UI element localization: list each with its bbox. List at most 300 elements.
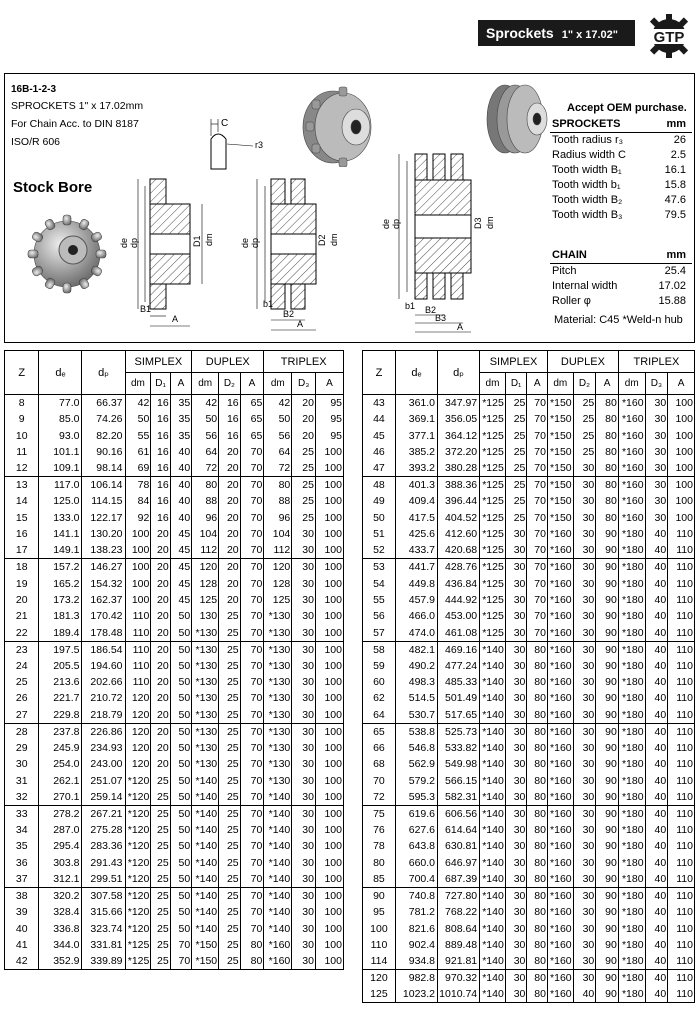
table-cell: 20 [5,592,39,608]
table-cell: 20 [219,542,241,559]
table-cell: *180 [618,920,645,936]
table-cell: 90 [596,904,619,920]
table-cell: 30 [505,855,527,871]
table-row [5,395,344,412]
table-row [363,805,695,822]
table-cell: 30 [573,674,596,690]
table-cell: 80 [527,674,548,690]
table-cell: 30 [292,838,316,854]
table-cell: *125 [480,559,506,576]
table-cell: *180 [618,723,645,740]
table-cell: 30 [292,855,316,871]
table-cell: 25 [505,510,527,526]
table-cell: 40 [645,871,668,888]
table-cell: 25 [505,395,527,412]
table-cell: 80 [596,411,619,427]
table-cell: 110 [668,690,695,706]
table-cell: 197.5 [39,641,82,658]
stock-bore-sprocket-image [27,214,107,294]
table-cell: 339.89 [82,953,125,970]
table-cell: 229.8 [39,707,82,724]
table-cell: 388.36 [438,477,480,494]
col-duplex: DUPLEX [547,351,618,373]
table-cell: 251.07 [82,772,125,788]
table-cell: 138.23 [82,542,125,559]
table-cell: 114.15 [82,493,125,509]
r3-label: r3 [255,140,264,150]
table-cell: *125 [480,411,506,427]
table-cell: 70 [527,427,548,443]
table-cell: 70 [240,625,264,642]
table-cell: *160 [547,641,573,658]
table-cell: 42 [264,395,292,412]
col-triplex: TRIPLEX [618,351,694,373]
simplex-dp-label: dp [129,237,139,248]
table-cell: 110 [668,756,695,772]
table-cell: 90 [363,888,396,905]
spec-value: 16.1 [664,163,686,176]
table-cell: 25 [505,411,527,427]
table-cell: 30 [505,937,527,953]
table-cell: 30 [573,920,596,936]
col-triplex-a: A [315,373,343,395]
table-cell: *180 [618,658,645,674]
table-cell: *130 [264,772,292,788]
table-cell: *140 [480,871,506,888]
col-triplex-a: A [668,373,695,395]
table-cell: 70 [240,592,264,608]
table-cell: *130 [264,608,292,624]
spec-label: Radius width C [552,148,626,161]
table-cell: *130 [192,625,219,642]
table-row [363,937,695,953]
table-cell: 20 [151,756,170,772]
table-cell: 44 [363,411,396,427]
table-cell: 25 [219,608,241,624]
table-cell: *140 [480,855,506,871]
table-cell: 291.43 [82,855,125,871]
table-cell: 70 [240,526,264,542]
table-cell: 90 [596,888,619,905]
table-cell: 30 [573,953,596,970]
table-row [5,789,344,806]
table-cell: *180 [618,986,645,1003]
table-cell: 100 [315,542,343,559]
table-cell: 110 [668,542,695,559]
table-cell: 30 [645,395,668,412]
table-cell: 70 [240,822,264,838]
table-cell: 20 [151,559,170,576]
table-cell: *160 [547,740,573,756]
table-cell: 70 [527,542,548,559]
table-cell: *130 [264,756,292,772]
col-simplex-d1: D₁ [151,373,170,395]
table-cell: *130 [264,723,292,740]
table-cell: *120 [125,920,151,936]
table-cell: *140 [480,937,506,953]
table-row [363,575,695,591]
table-cell: 110 [125,641,151,658]
table-cell: 74.26 [82,411,125,427]
table-cell: 110 [668,658,695,674]
table-cell: 80 [527,871,548,888]
table-cell: 70 [240,920,264,936]
table-cell: *125 [125,937,151,953]
table-cell: 110 [668,740,695,756]
table-cell: 16 [151,427,170,443]
table-cell: 100 [315,888,343,905]
table-cell: 100 [315,756,343,772]
table-cell: 100 [315,772,343,788]
table-cell: 30 [292,559,316,576]
table-cell: 80 [527,855,548,871]
table-cell: 70 [240,805,264,822]
table-cell: 40 [645,575,668,591]
table-cell: 30 [505,575,527,591]
table-cell: 20 [219,575,241,591]
table-cell: 64 [363,707,396,724]
sprocket-table-left [4,350,344,970]
col-z: Z [363,351,396,395]
table-cell: 50 [170,789,192,806]
table-cell: 100 [315,805,343,822]
table-cell: *140 [480,690,506,706]
table-cell: 25 [505,460,527,477]
table-cell: 110 [668,986,695,1003]
table-cell: *160 [547,674,573,690]
table-cell: 17 [5,542,39,559]
table-cell: *150 [547,477,573,494]
table-row [5,707,344,724]
table-row [5,953,344,970]
table-cell: 30 [573,608,596,624]
table-cell: 25 [151,789,170,806]
table-cell: 69 [125,460,151,477]
table-cell: 50 [170,772,192,788]
table-cell: 25 [219,953,241,970]
table-cell: 70 [240,674,264,690]
table-cell: 110 [668,526,695,542]
table-cell: 110 [363,937,396,953]
table-cell: 56 [264,427,292,443]
table-cell: *180 [618,740,645,756]
col-triplex-dm: dm [264,373,292,395]
table-cell: 30 [573,460,596,477]
table-cell: 210.72 [82,690,125,706]
table-cell: *160 [547,805,573,822]
table-cell: 50 [125,411,151,427]
table-row [363,871,695,888]
header-title-bar [478,20,635,46]
table-cell: 90 [596,740,619,756]
table-cell: 100 [315,740,343,756]
table-cell: 90 [596,625,619,642]
table-cell: 404.52 [438,510,480,526]
table-cell: 19 [5,575,39,591]
table-cell: *140 [480,658,506,674]
table-cell: 40 [645,707,668,724]
table-cell: 700.4 [395,871,437,888]
table-cell: 110 [668,953,695,970]
table-cell: 237.8 [39,723,82,740]
table-row [5,444,344,460]
triplex-dm-label: dm [485,216,495,229]
table-cell: 16 [151,460,170,477]
table-cell: 110 [668,888,695,905]
table-cell: 90.16 [82,444,125,460]
table-cell: 100 [315,444,343,460]
table-cell: 25 [219,641,241,658]
table-cell: 20 [151,641,170,658]
table-cell: 80 [527,756,548,772]
table-row [5,460,344,477]
table-cell: *180 [618,674,645,690]
table-cell: 35 [5,838,39,854]
table-cell: 120 [125,756,151,772]
table-cell: 100 [315,871,343,888]
table-cell: *140 [480,986,506,1003]
col-de: dₑ [39,351,82,395]
table-row [5,510,344,526]
table-cell: 20 [219,493,241,509]
table-cell: 660.0 [395,855,437,871]
table-cell: 100 [315,460,343,477]
table-cell: 101.1 [39,444,82,460]
table-cell: *125 [480,427,506,443]
table-cell: 307.58 [82,888,125,905]
table-cell: 20 [219,559,241,576]
table-cell: *160 [618,510,645,526]
table-cell: 30 [292,904,316,920]
table-cell: 173.2 [39,592,82,608]
logo-text: GTP [653,29,685,46]
table-cell: 70 [240,723,264,740]
table-cell: 259.14 [82,789,125,806]
table-cell: 110 [668,920,695,936]
table-cell: 30 [505,871,527,888]
table-cell: 80 [527,772,548,788]
table-cell: 20 [151,740,170,756]
chain-spec-title: CHAIN [550,248,644,263]
table-row [363,740,695,756]
table-cell: *140 [192,855,219,871]
table-cell: 93.0 [39,427,82,443]
table-cell: 90 [596,822,619,838]
spec-value: 26 [673,133,686,146]
col-dp: dₚ [82,351,125,395]
table-cell: 25 [573,395,596,412]
table-cell: *120 [125,871,151,888]
table-cell: 25 [151,904,170,920]
table-cell: 30 [645,444,668,460]
table-cell: *125 [480,625,506,642]
table-row [5,575,344,591]
table-cell: 80 [596,493,619,509]
table-cell: *160 [547,937,573,953]
table-cell: 20 [292,395,316,412]
table-cell: *120 [125,772,151,788]
table-cell: 125 [363,986,396,1003]
table-cell: 41 [5,937,39,953]
table-cell: 25 [151,953,170,970]
col-duplex-dm: dm [192,373,219,395]
table-cell: 449.8 [395,575,437,591]
duplex-dp-label: dp [250,237,260,248]
table-row [363,592,695,608]
table-cell: *160 [547,953,573,970]
table-cell: 45 [170,542,192,559]
table-cell: *130 [192,674,219,690]
table-row [5,625,344,642]
table-cell: 30 [573,477,596,494]
table-cell: 25 [573,411,596,427]
table-cell: 95 [315,395,343,412]
table-cell: 16 [151,444,170,460]
table-cell: 627.6 [395,822,437,838]
table-cell: 283.36 [82,838,125,854]
table-cell: 37 [5,871,39,888]
table-cell: 619.6 [395,805,437,822]
table-cell: 30 [292,953,316,970]
table-cell: 100 [315,608,343,624]
table-cell: 20 [151,592,170,608]
table-cell: 117.0 [39,477,82,494]
table-cell: *180 [618,542,645,559]
table-cell: 30 [292,690,316,706]
table-cell: 40 [645,953,668,970]
table-cell: *125 [125,953,151,970]
table-cell: 25 [219,625,241,642]
table-cell: 30 [505,641,527,658]
table-cell: 70 [363,772,396,788]
table-cell: *140 [192,920,219,936]
table-cell: 401.3 [395,477,437,494]
table-cell: 30 [573,592,596,608]
table-cell: 20 [292,411,316,427]
simplex-section-drawing [110,174,215,334]
table-cell: 110 [668,855,695,871]
table-cell: 25 [219,674,241,690]
table-cell: 20 [151,575,170,591]
table-cell: 80 [527,707,548,724]
col-duplex-dm: dm [547,373,573,395]
table-cell: 100 [363,920,396,936]
table-cell: 344.0 [39,937,82,953]
table-cell: *130 [192,707,219,724]
table-cell: *140 [480,838,506,854]
table-cell: 25 [219,937,241,953]
col-simplex-a: A [170,373,192,395]
table-row [5,756,344,772]
table-cell: 80 [527,822,548,838]
table-cell: *160 [547,690,573,706]
table-cell: 40 [170,510,192,526]
table-cell: 80 [527,740,548,756]
table-cell: 100 [668,510,695,526]
table-cell: 436.84 [438,575,480,591]
table-cell: 11 [5,444,39,460]
table-cell: 80 [192,477,219,494]
col-triplex-dm: dm [618,373,645,395]
table-cell: 30 [573,690,596,706]
table-cell: 50 [170,625,192,642]
table-cell: 120 [125,740,151,756]
table-cell: 221.7 [39,690,82,706]
table-row [5,526,344,542]
table-cell: 20 [151,707,170,724]
table-cell: 42 [5,953,39,970]
table-cell: 82.20 [82,427,125,443]
table-cell: 90 [596,707,619,724]
table-cell: 466.0 [395,608,437,624]
table-cell: 25 [151,822,170,838]
table-cell: *180 [618,526,645,542]
table-row [5,592,344,608]
table-row [5,477,344,494]
table-row [363,493,695,509]
table-cell: *160 [264,953,292,970]
table-cell: 120 [264,559,292,576]
table-cell: 162.37 [82,592,125,608]
table-cell: *150 [547,395,573,412]
table-cell: 42 [192,395,219,412]
table-cell: *125 [480,542,506,559]
table-cell: 1010.74 [438,986,480,1003]
table-cell: 58 [363,641,396,658]
table-cell: 80 [527,838,548,854]
table-cell: 16 [151,510,170,526]
table-row [5,838,344,854]
duplex-a-label: A [297,319,304,329]
triplex-b2-label: B2 [425,305,437,315]
table-row [363,625,695,642]
table-cell: 30 [645,477,668,494]
table-cell: 100 [668,427,695,443]
table-cell: 356.05 [438,411,480,427]
table-cell: 30 [505,592,527,608]
table-cell: 40 [645,822,668,838]
table-cell: 100 [315,625,343,642]
table-row [5,641,344,658]
table-cell: *160 [547,772,573,788]
table-cell: 154.32 [82,575,125,591]
table-cell: *180 [618,575,645,591]
table-cell: 295.4 [39,838,82,854]
table-cell: *180 [618,592,645,608]
table-cell: 90 [596,690,619,706]
table-cell: 30 [573,838,596,854]
col-duplex: DUPLEX [192,351,264,373]
table-cell: 433.7 [395,542,437,559]
table-cell: 30 [573,559,596,576]
table-row [363,526,695,542]
table-cell: 45 [170,526,192,542]
table-cell: 25 [505,493,527,509]
table-cell: *130 [192,690,219,706]
table-cell: 40 [645,542,668,559]
table-cell: 70 [527,395,548,412]
table-cell: 30 [292,871,316,888]
table-cell: 100 [125,559,151,576]
table-cell: 16 [151,395,170,412]
triplex-b1-label: b1 [405,301,416,311]
table-cell: 25 [219,838,241,854]
table-cell: 110 [668,641,695,658]
table-cell: 70 [240,871,264,888]
table-cell: 20 [219,460,241,477]
table-cell: 100 [315,937,343,953]
table-cell: 30 [573,510,596,526]
